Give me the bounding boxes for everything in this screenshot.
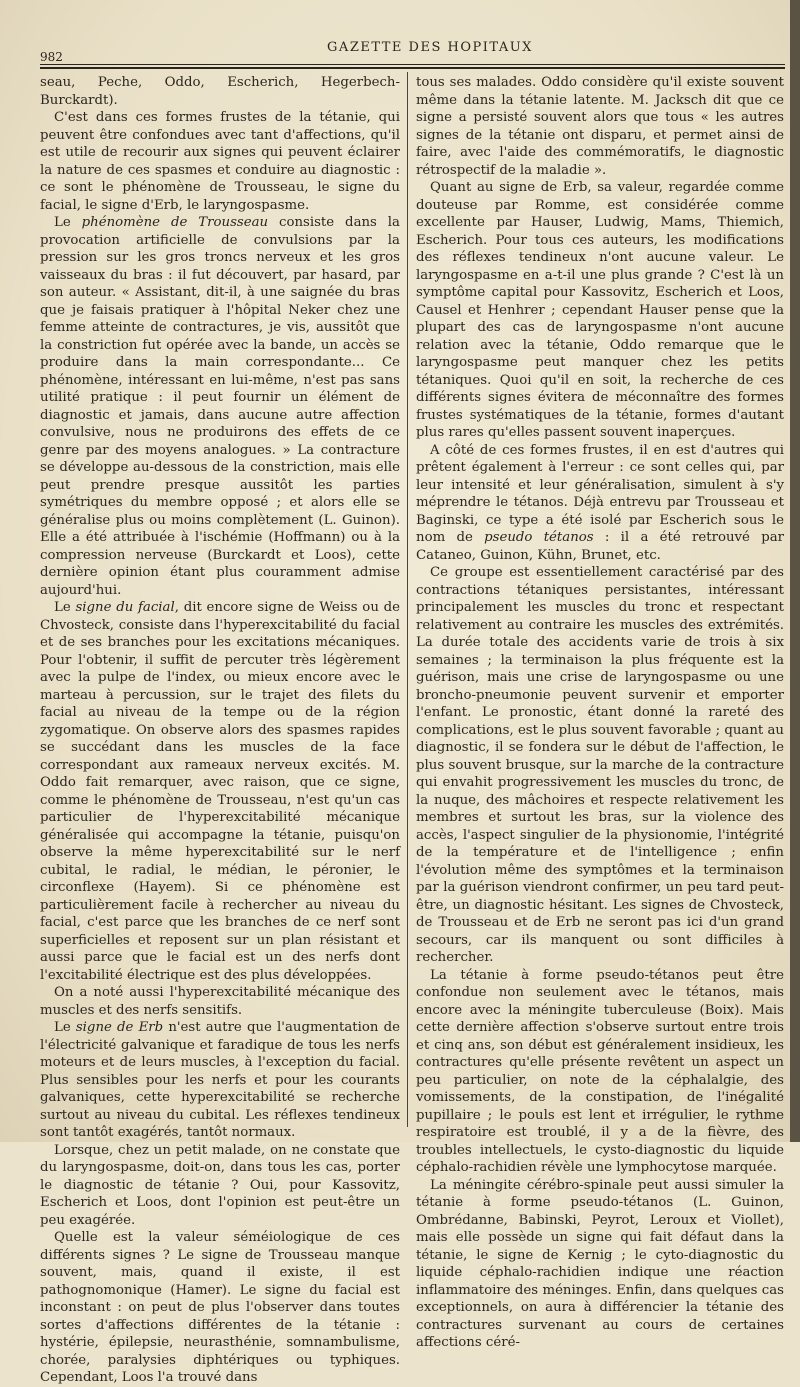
italic-term: phénomène de Trousseau [81,215,269,230]
page-edge-shadow [790,0,800,1142]
italic-term: signe de Erb [75,1020,164,1035]
paragraph [416,1177,784,1352]
paragraph [40,1019,400,1142]
page-number: 982 [40,50,63,64]
paragraph-text: Quelle est la valeur séméiologique de ces différents signes ? Le signe de Trousseau manque souvent, mais, quand il existe, il est pathognomonique (Hamer). Le signe du facial est inconstant : on peut de plus l'observer dans toutes sortes d'affections différentes de la tétanie : hystérie, épilepsie, neurasthénie, somnambulisme, chorée, paralysies diphtériques ou typhiques. Cependant, Loos l'a trouvé dans [40,1230,400,1385]
paragraph-text: Le [54,1020,76,1035]
paragraph-text: consiste dans la provocation artificielle de convulsions par la pression sur les gros troncs nerveux et les gros vaisseaux du bras : il fut découvert, par hasard, par son auteur. « Assistant, dit-il, à une saignée du bras que je faisais pratiquer à l'hôpital Neker chez une femme atteinte de contractures, je vis, aussitôt que la constriction fut opérée avec la bande, un accès se produire dans la main correspondante... Ce phénomène, intéressant en lui-même, n'est pas sans utilité pratique : il peut fournir un élément de diagnostic et jamais, dans aucune autre affection convulsive, nous ne produirons des effets de ce genre par des moyens analogues. » La contracture se développe au-dessous de la constriction, mais elle peut prendre presque aussitôt les parties symétriques du membre opposé ; et alors elle se généralise plus ou moins complètement (L. Guinon). Elle a été attribuée à l'ischémie (Hoffmann) ou à la compression nerveuse (Burckardt et Loos), cette dernière opinion étant plus couramment admise aujourd'hui. [40,215,400,598]
paragraph [40,109,400,214]
paragraph-text: Lorsque, chez un petit malade, on ne constate que du laryngospasme, doit-on, dans tous les cas, porter le diagnostic de tétanie ? Oui, pour Kassovitz, Escherich et Loos, dont l'opinion est peut-être un peu exagérée. [40,1142,400,1228]
paragraph-text: Le [54,600,76,615]
paragraph-text: : il a été retrouvé par Cataneo, Guinon, Kühn, Brunet, etc. [416,530,784,563]
paragraph-text: tous ses malades. Oddo considère qu'il existe souvent même dans la tétanie latente. M. Jacksch dit que ce signe a persisté souvent alors que tous « les autres signes de la tétanie ont disparu, et permet ainsi de faire, avec l'aide des commémoratifs, le diagnostic rétrospectif de la maladie ». [416,75,784,178]
paragraph-text: , dit encore signe de Weiss ou de Chvosteck, consiste dans l'hyperexcitabilité du facial et de ses branches pour les excitations mécaniques. Pour l'obtenir, il suffit de percuter très légèrement avec la pulpe de l'index, ou mieux encore avec le marteau à percussion, sur le trajet des filets du facial au niveau de la tempe ou de la région zygomatique. On observe alors des spasmes rapides se succédant dans les muscles de la face correspondant aux rameaux nerveux excités. M. Oddo fait remarquer, avec raison, que ce signe, comme le phénomène de Trousseau, n'est qu'un cas particulier de l'hyperexcitabilité mécanique généralisée qui accompagne la tétanie, puisqu'on observe la même hyperexcitabilité sur le nerf cubital, le radial, le médian, le péronier, le circonflexe (Hayem). Si ce phénomène est particulièrement facile à rechercher au niveau du facial, c'est parce que les branches de ce nerf sont superficielles et reposent sur un plan résistant et aussi parce que le facial est un des nerfs dont l'excitabilité électrique est des plus développées. [40,600,400,983]
italic-term: pseudo tétanos [484,530,594,545]
header-rule-double [40,67,785,69]
paragraph [40,1229,400,1387]
paragraph [416,74,784,179]
paragraph [40,984,400,1019]
paragraph [40,214,400,599]
paragraph-text: n'est autre que l'augmentation de l'électricité galvanique et faradique de tous les nerfs moteurs et de leurs muscles, à l'exception du facial. Plus sensibles pour les nerfs et pour les courants galvaniques, cette hyperexcitabilité se recherche surtout au niveau du cubital. Les réflexes tendineux sont tantôt exagérés, tantôt normaux. [40,1020,400,1140]
paragraph-text: Le [54,215,82,230]
paragraph [40,1142,400,1230]
paragraph-text: A côté de ces formes frustes, il en est d'autres qui prêtent également à l'erreur : ce sont celles qui, par leur intensité et leur généralisation, simulent à s'y méprendre le tétanos. Déjà entrevu par Trousseau et Baginski, ce type a été isolé par Escherich sous le nom de [416,442,784,545]
paragraph [416,564,784,967]
paragraph [416,967,784,1177]
running-head-title: GAZETTE DES HOPITAUX [327,40,533,55]
left-column [40,74,400,1387]
paragraph-text: C'est dans ces formes frustes de la tétanie, qui peuvent être confondues avec tant d'affections, qu'il est utile de recourir aux signes qui peuvent éclairer la nature de ces spasmes et conduire au diagnostic : ce sont le phénomène de Trousseau, le signe du facial, le signe d'Erb, le laryngospasme. [40,110,400,213]
paragraph-text: La méningite cérébro-spinale peut aussi simuler la tétanie à forme pseudo-tétanos (L. Guinon, Ombrédanne, Babinski, Peyrot, Leroux et Viollet), mais elle possède un signe qui fait défaut dans la tétanie, le signe de Kernig ; le cyto-diagnostic du liquide céphalo-rachidien indique une réaction inflammatoire des méninges. Enfin, dans quelques cas exceptionnels, on aura à différencier la tétanie des contractures survenant au cours de certaines affections céré- [416,1177,784,1350]
paragraph-text: Quant au signe de Erb, sa valeur, regardée comme douteuse par Romme, est considérée comme excellente par Hauser, Ludwig, Mams, Thiemich, Escherich. Pour tous ces auteurs, les modifications des réflexes tendineux n'ont aucune valeur. Le laryngospasme en a-t-il une plus grande ? C'est là un symptôme capital pour Kassovitz, Escherich et Loos, Causel et Henhrer ; cependant Hauser pense que la plupart des cas de laryngospasme n'ont aucune relation avec la tétanie, Oddo remarque que le laryngospasme peut manquer chez les petits tétaniques. Quoi qu'il en soit, la recherche de ces différents signes évitera de méconnaître des formes frustes systématiques de la tétanie, formes d'autant plus rares qu'elles passent souvent inaperçues. [416,180,784,440]
paragraph-text: La tétanie à forme pseudo-tétanos peut être confondue non seulement avec le tétanos, mais encore avec la méningite tuberculeuse (Boix). Mais cette dernière affection s'observe surtout entre trois et cinq ans, son début est généralement insidieux, les contractures qu'elle présente revêtent un aspect un peu particulier, on note de la céphalalgie, des vomissements, de la constipation, de l'inégalité pupillaire ; le pouls est lent et irrégulier, le rythme respiratoire est troublé, il y a de la fièvre, des troubles intellectuels, le cysto-diagnostic du liquide céphalo-rachidien révèle une lymphocytose marquée. [416,967,784,1175]
right-column [416,74,784,1352]
header-rule [40,64,785,65]
paragraph [40,599,400,984]
column-divider [407,72,408,1127]
paragraph [416,442,784,565]
paragraph-text: seau, Peche, Oddo, Escherich, Hegerbech-Burckardt). [40,75,400,108]
paragraph [416,179,784,442]
paragraph-text: Ce groupe est essentiellement caractérisé par des contractions tétaniques persistantes, intéressant principalement les muscles du tronc et respectant relativement au contraire les muscles des extrémités. La durée totale des accidents varie de trois à six semaines ; la terminaison la plus fréquente est la guérison, mais une crise de laryngospasme ou une broncho-pneumonie peuvent survenir et emporter l'enfant. Le pronostic, étant donné la rareté des complications, est le plus souvent favorable ; quant au diagnostic, il se fondera sur le début de l'affection, le plus souvent brusque, sur la marche de la contracture qui envahit progressivement les muscles du tronc, de la nuque, des mâchoires et respecte relativement les membres et surtout les bras, sur la violence des accès, l'aspect singulier de la physionomie, l'intégrité de la température et de l'intelligence ; enfin l'évolution même des symptômes et la terminaison par la guérison viendront confirmer, un peu tard peut-être, un diagnostic hésitant. Les signes de Chvosteck, de Trousseau et de Erb ne seront pas ici d'un grand secours, car ils manquent ou sont difficiles à rechercher. [416,565,784,965]
paragraph [40,74,400,109]
italic-term: signe du facial [75,600,175,615]
paragraph-text: On a noté aussi l'hyperexcitabilité mécanique des muscles et des nerfs sensitifs. [40,985,400,1018]
